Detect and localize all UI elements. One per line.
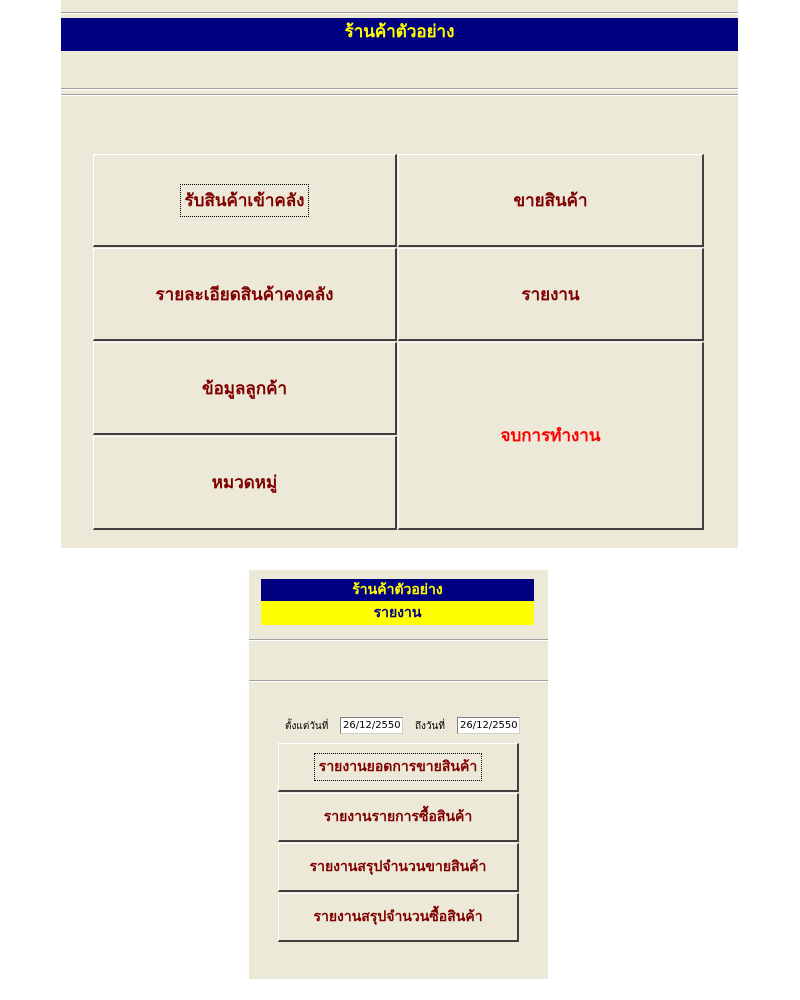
sales-total-report-button[interactable] xyxy=(278,743,519,792)
category-label: หมวดหมู่ xyxy=(211,473,278,493)
report-title-bar: ร้านค้าตัวอย่าง xyxy=(261,579,534,601)
header-separator-2 xyxy=(61,94,738,96)
exit-button[interactable] xyxy=(398,342,704,530)
to-date-label: ถึงวันที่ xyxy=(415,721,445,732)
customer-label: ข้อมูลลูกค้า xyxy=(201,378,288,399)
sales-summary-report-button[interactable] xyxy=(278,843,519,892)
sell-button[interactable] xyxy=(398,154,704,247)
from-date-label: ตั้งแต่วันที่ xyxy=(285,721,329,732)
main-menu-panel xyxy=(61,0,738,548)
report-subtitle-bar: รายงาน xyxy=(261,601,534,625)
report-separator-2 xyxy=(249,680,548,682)
stock-detail-label: รายละเอียดสินค้าคงคลัง xyxy=(155,284,334,305)
sales-summary-report-label: รายงานสรุปจำนวนขายสินค้า xyxy=(309,859,487,875)
main-title-bar: ร้านค้าตัวอย่าง xyxy=(61,18,738,51)
from-date-input[interactable] xyxy=(340,717,403,734)
sales-total-report-label: รายงานยอดการขายสินค้า xyxy=(316,755,480,779)
customer-button[interactable] xyxy=(93,342,397,435)
purchase-summary-report-button[interactable] xyxy=(278,893,519,942)
exit-label: จบการทำงาน xyxy=(500,426,601,446)
top-separator xyxy=(61,12,738,14)
report-button[interactable] xyxy=(398,248,704,341)
category-button[interactable] xyxy=(93,436,397,530)
report-separator-1 xyxy=(249,639,548,641)
report-panel xyxy=(249,570,548,979)
stock-detail-button[interactable] xyxy=(93,248,397,341)
purchase-list-report-label: รายงานรายการซื้อสินค้า xyxy=(323,809,473,825)
purchase-list-report-button[interactable] xyxy=(278,793,519,842)
receive-stock-button[interactable] xyxy=(93,154,397,247)
sell-label: ขายสินค้า xyxy=(513,190,588,211)
report-label: รายงาน xyxy=(521,284,580,305)
header-separator-1 xyxy=(61,88,738,90)
to-date-input[interactable] xyxy=(457,717,520,734)
receive-stock-label: รับสินค้าเข้าคลัง xyxy=(182,186,308,215)
purchase-summary-report-label: รายงานสรุปจำนวนซื้อสินค้า xyxy=(313,909,483,925)
